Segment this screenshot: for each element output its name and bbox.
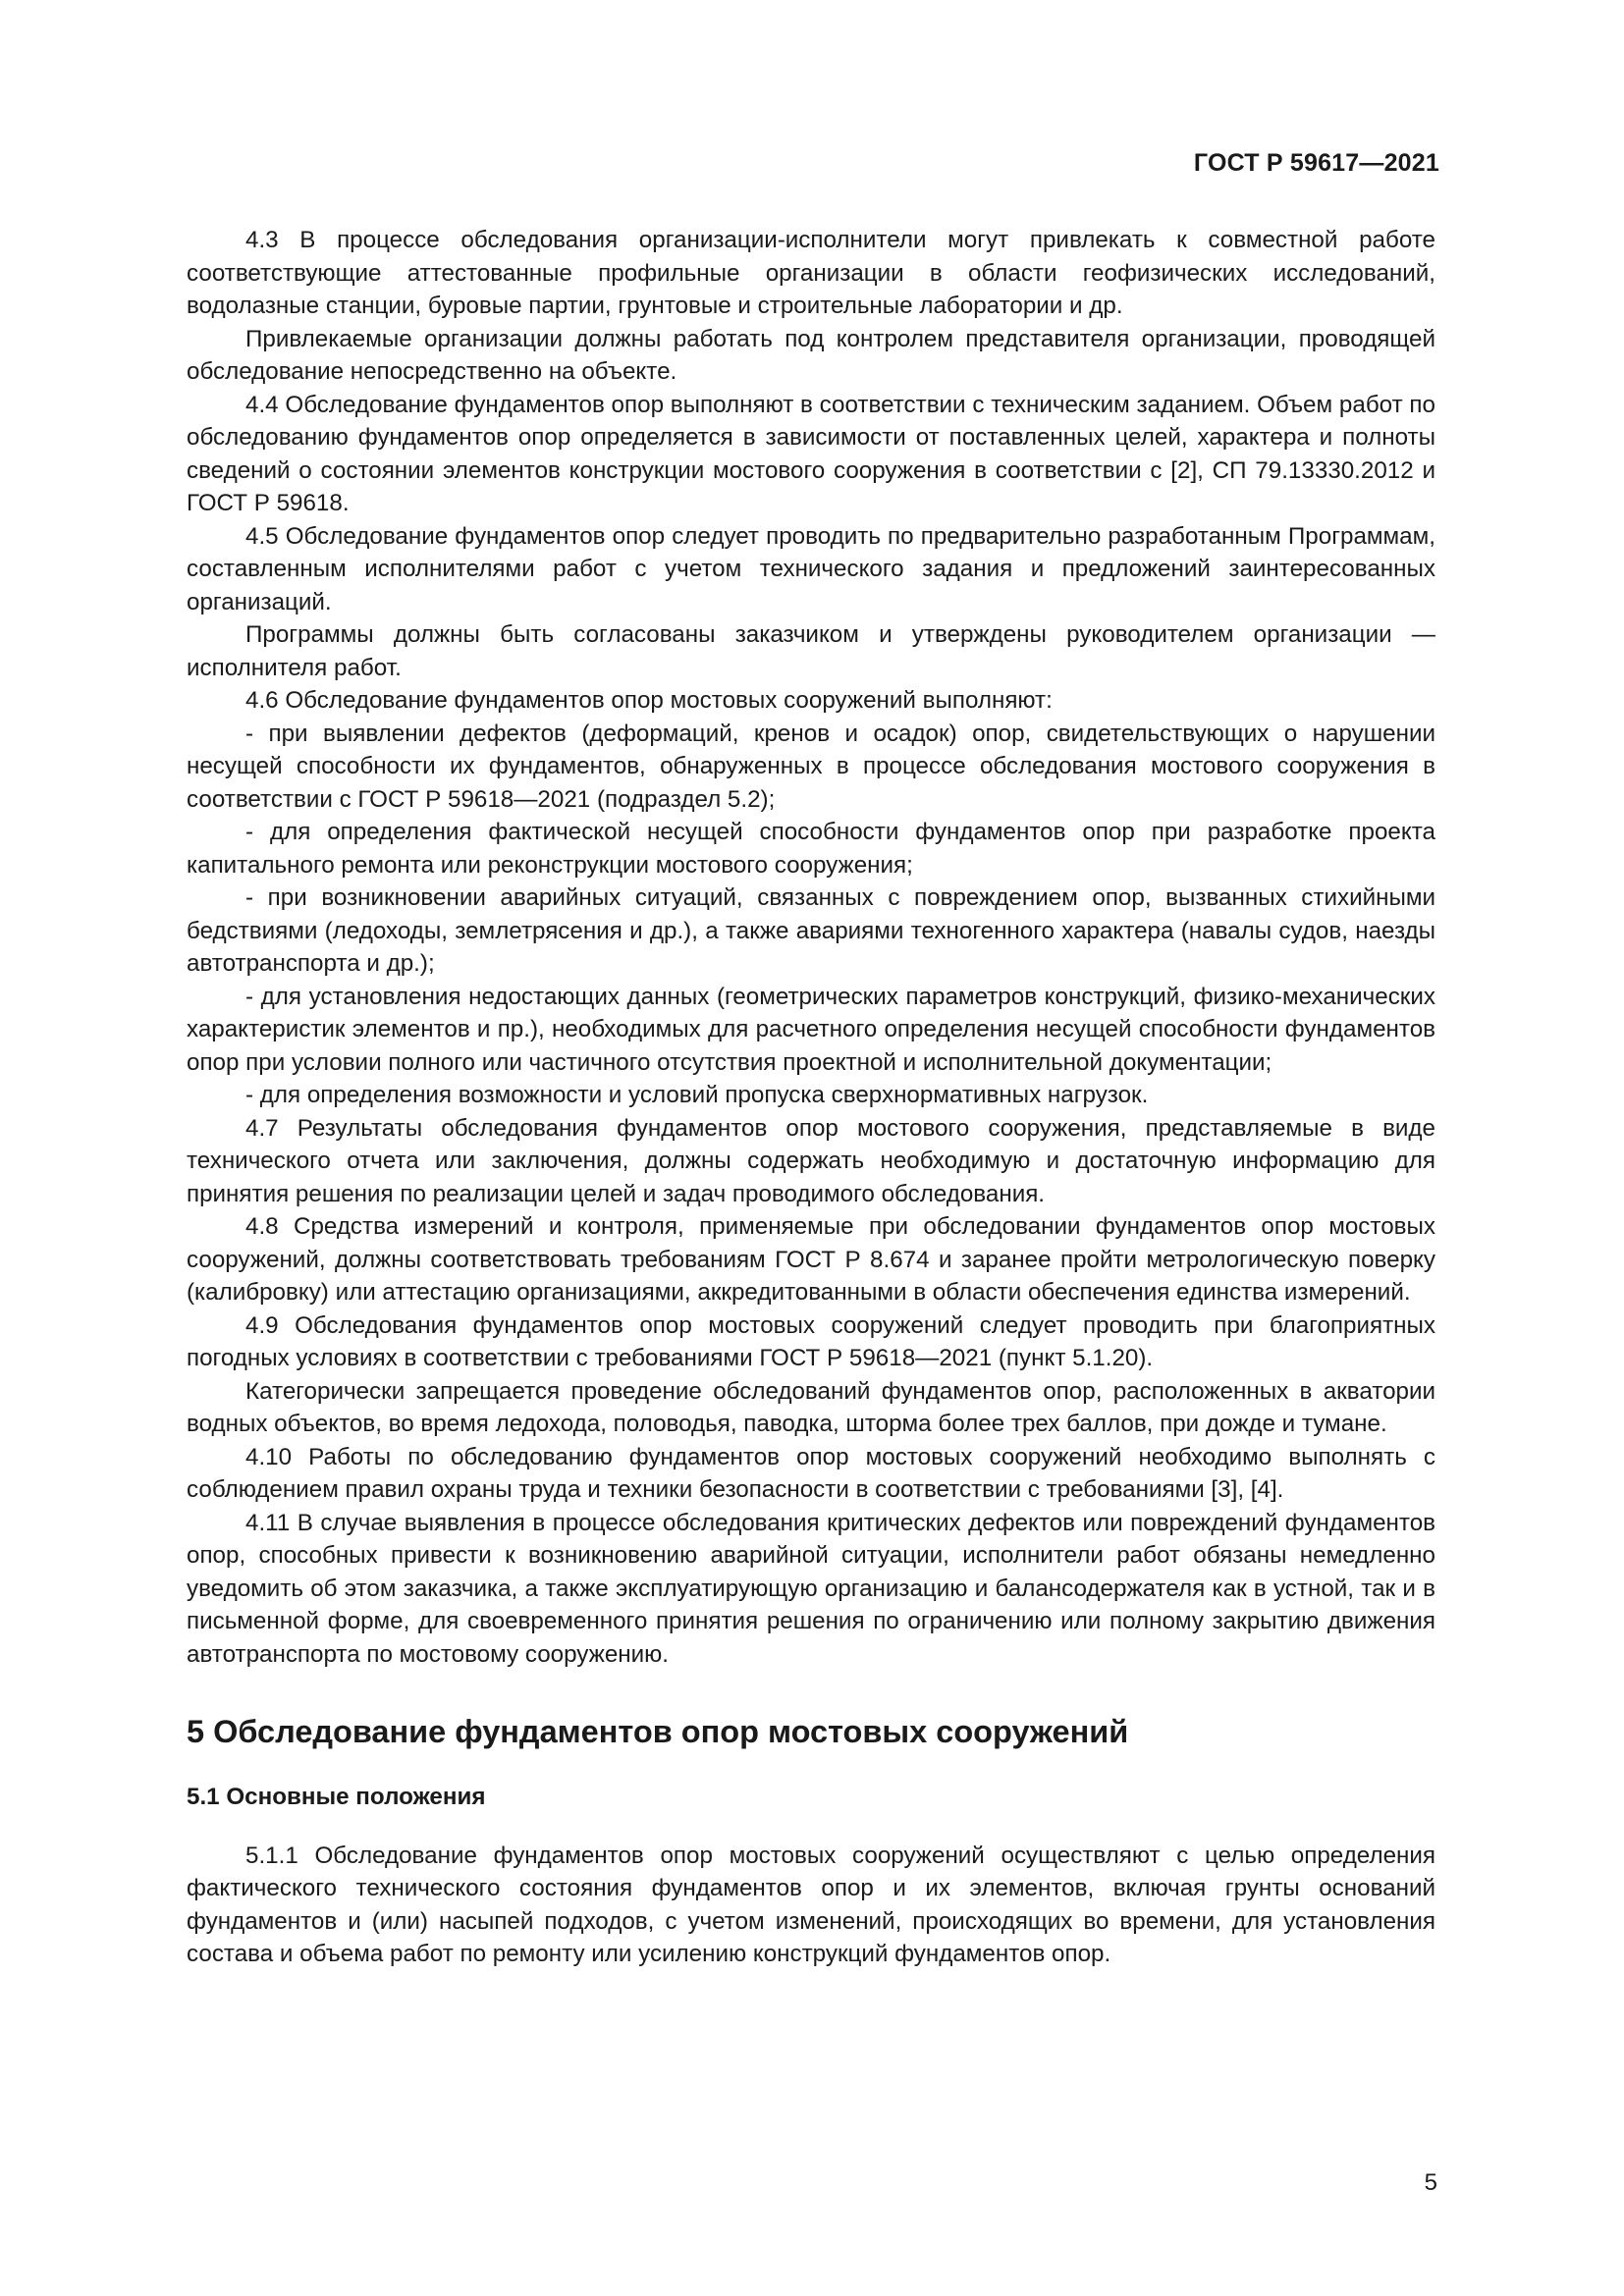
page-number: 5: [1424, 2169, 1437, 2196]
document-code-header: ГОСТ Р 59617—2021: [1193, 149, 1439, 177]
paragraph-4-4: 4.4 Обследование фундаментов опор выполняют в соответствии с техническим заданием. Объем работ по обследованию фундаментов опор определяется в зависимости от поставленных целей, характера и полноты сведений о состоянии элементов конструкции мостового сооружения в соответствии с [2], СП 79.13330.2012 и ГОСТ Р 59618.: [187, 391, 1435, 516]
paragraph-4-11: 4.11 В случае выявления в процессе обследования критических дефектов или повреждений фундаментов опор, способных привести к возникновению аварийной ситуации, исполнители работ обязаны немедленно уведомить об этом заказчика, а также эксплуатирующую организацию и балансодержателя как в устной, так и в письменной форме, для своевременного принятия решения по ограничению или полному закрытию движения автотранспорта по мостовому сооружению.: [187, 1509, 1435, 1668]
paragraph-4-7: 4.7 Результаты обследования фундаментов опор мостового сооружения, представляемые в виде технического отчета или заключения, должны содержать необходимую и достаточную информацию для принятия решения по реализации целей и задач проводимого обследования.: [187, 1114, 1435, 1207]
paragraph-4-5: 4.5 Обследование фундаментов опор следует проводить по предварительно разработанным Программам, составленным исполнителями работ с учетом технического задания и предложений заинтересованных организаций.: [187, 522, 1435, 615]
paragraph-4-6: 4.6 Обследование фундаментов опор мостовых сооружений выполняют:: [245, 687, 1053, 714]
paragraph-5-1-1: 5.1.1 Обследование фундаментов опор мостовых сооружений осуществляют с целью определения фактического технического состояния фундаментов опор и их элементов, включая грунты оснований фундаментов и (или) насыпей подходов, с учетом изменений, происходящих во времени, для установления состава и объема работ по ремонту или усилению конструкций фундаментов опор.: [187, 1842, 1435, 1967]
list-item-capacity: - для определения фактической несущей способности фундаментов опор при разработке проекта капитального ремонта или реконструкции мостового сооружения;: [187, 819, 1435, 879]
paragraph-4-8: 4.8 Средства измерений и контроля, применяемые при обследовании фундаментов опор мостовых сооружений, должны соответствовать требованиям ГОСТ Р 8.674 и заранее пройти метрологическую поверку (калибровку) или аттестацию организациями, аккредитованными в области обеспечения единства измерений.: [187, 1213, 1435, 1306]
subsection-title: 5.1 Основные положения: [187, 1784, 486, 1810]
list-item-missing-data: - для установления недостающих данных (геометрических параметров конструкций, физико-механических характеристик элементов и пр.), необходимых для расчетного определения несущей способности фундаментов опор при условии полного или частичного отсутствия проектной и исполнительной документации;: [187, 983, 1435, 1076]
paragraph-4-10: 4.10 Работы по обследованию фундаментов опор мостовых сооружений необходимо выполнять с соблюдением правил охраны труда и техники безопасности в соответствии с требованиями [3], [4].: [187, 1443, 1435, 1503]
list-item-loads: - для определения возможности и условий пропуска сверхнормативных нагрузок.: [245, 1082, 1149, 1108]
paragraph-4-9: 4.9 Обследования фундаментов опор мостовых сооружений следует проводить при благоприятных погодных условиях в соответствии с требованиями ГОСТ Р 59618—2021 (пункт 5.1.20).: [187, 1311, 1435, 1371]
list-item-defects: - при выявлении дефектов (деформаций, кренов и осадок) опор, свидетельствующих о нарушении несущей способности их фундаментов, обнаруженных в процессе обследования мостового сооружения в соответствии с ГОСТ Р 59618—2021 (подраздел 5.2);: [187, 720, 1435, 813]
paragraph-4-9-note: Категорически запрещается проведение обследований фундаментов опор, расположенных в акватории водных объектов, во время ледохода, половодья, паводка, шторма более трех баллов, при дожде и тумане.: [187, 1377, 1435, 1437]
paragraph-4-3-note: Привлекаемые организации должны работать под контролем представителя организации, проводящей обследование непосредственно на объекте.: [187, 325, 1435, 385]
section-title: 5 Обследование фундаментов опор мостовых сооружений: [187, 1714, 1129, 1749]
paragraph-4-5-note: Программы должны быть согласованы заказчиком и утверждены руководителем организации — исполнителя работ.: [187, 621, 1435, 681]
paragraph-4-3: 4.3 В процессе обследования организации-исполнители могут привлекать к совместной работе соответствующие аттестованные профильные организации в области геофизических исследований, водолазные станции, буровые партии, грунтовые и строительные лаборатории и др.: [187, 227, 1435, 319]
document-body: [187, 224, 1435, 1971]
list-item-emergency: - при возникновении аварийных ситуаций, связанных с повреждением опор, вызванных стихийными бедствиями (ледоходы, землетрясения и др.), а также авариями техногенного характера (навалы судов, наезды автотранспорта и др.);: [187, 884, 1435, 977]
